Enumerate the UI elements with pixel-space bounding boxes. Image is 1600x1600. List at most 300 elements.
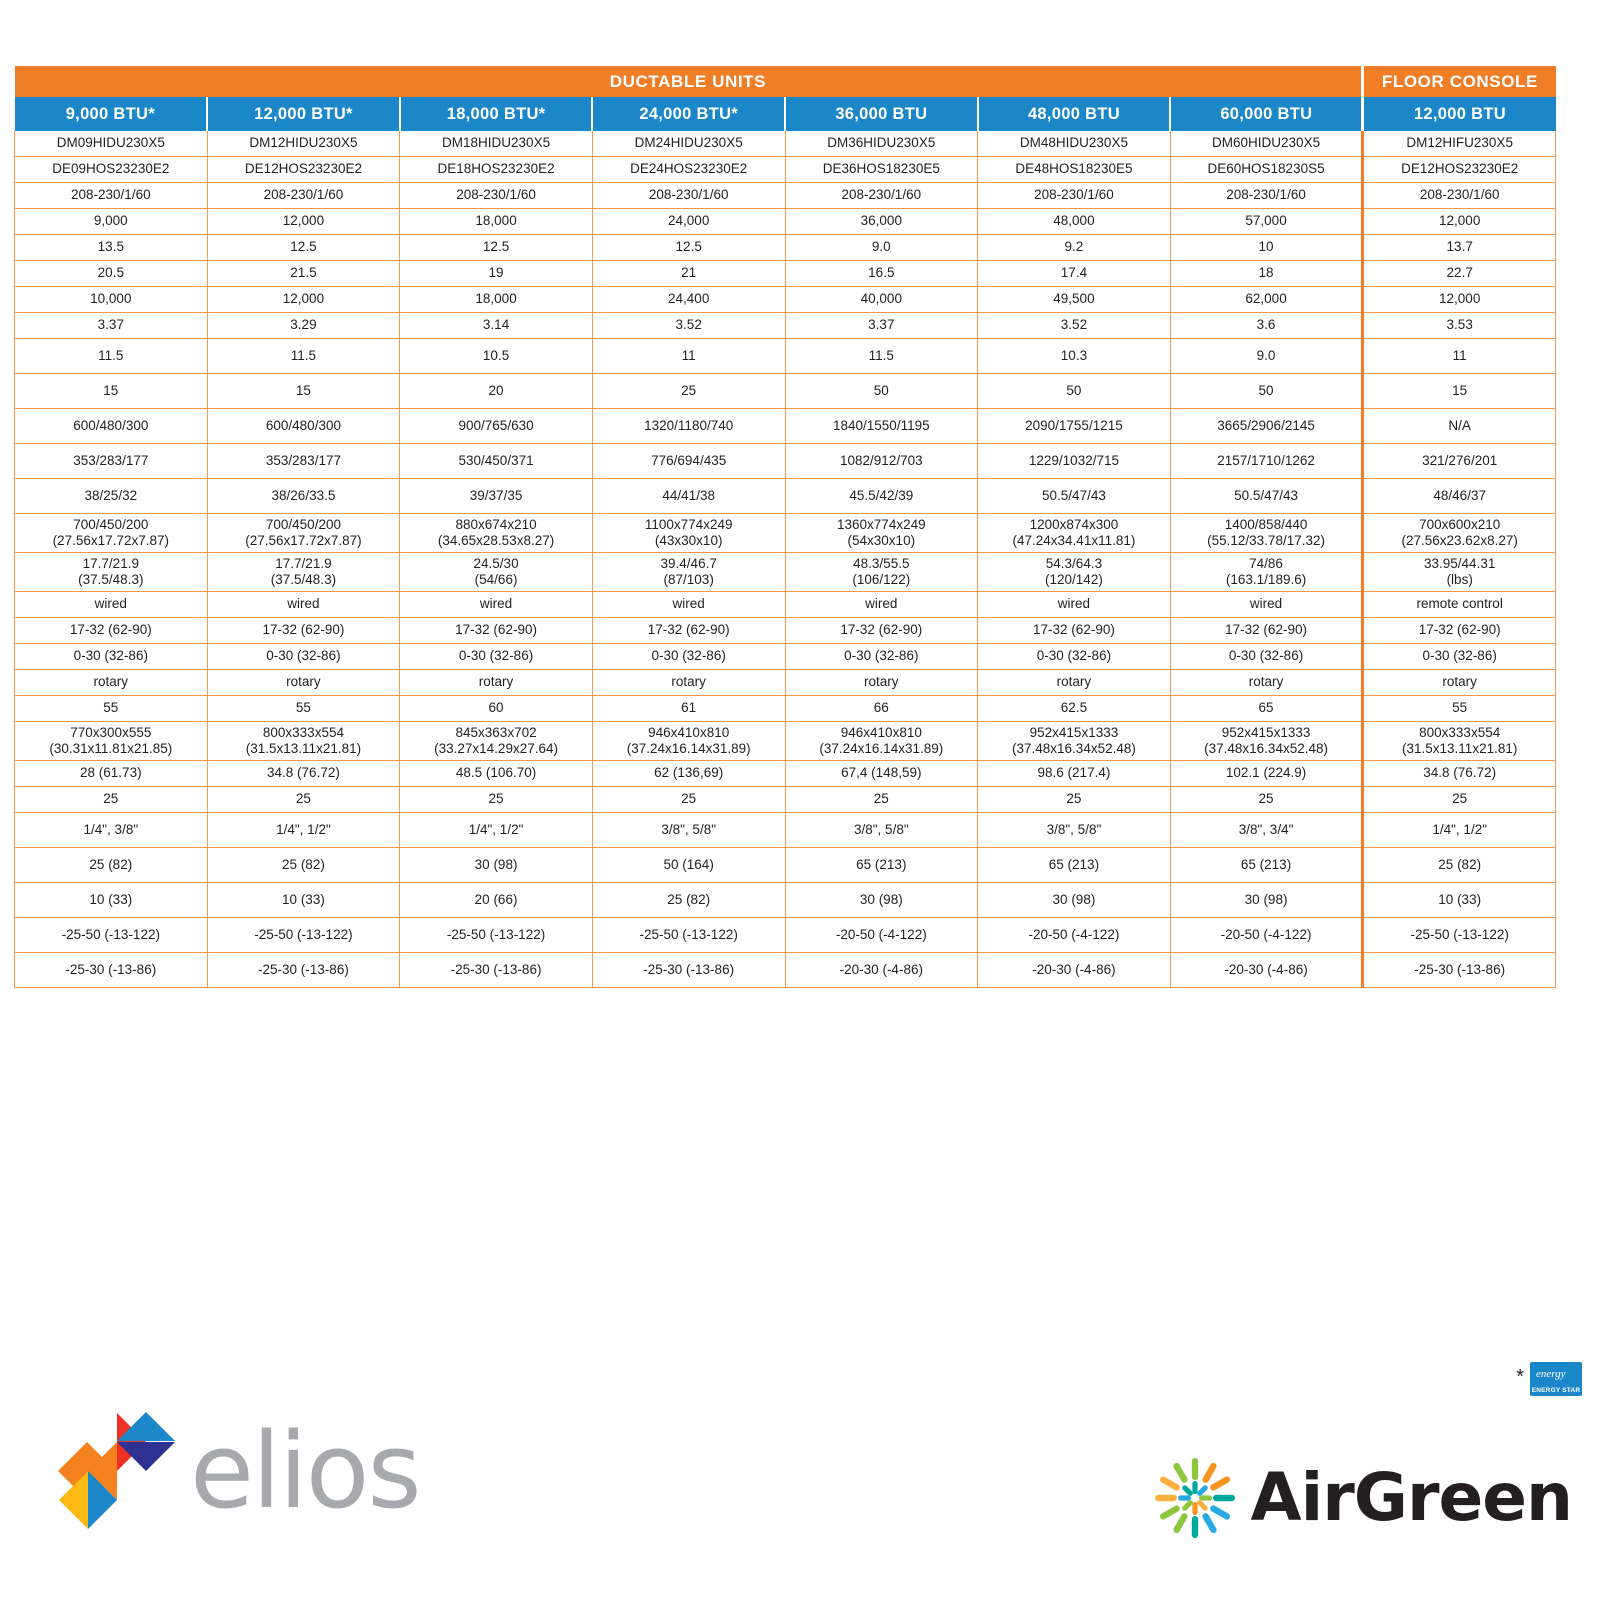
table-row [15, 157, 1556, 183]
cell-line: 845x363x702 [455, 724, 537, 740]
table-cell [592, 479, 785, 514]
cell-line: DM09HIDU230X5 [56, 135, 165, 151]
energy-star-icon [1530, 1362, 1582, 1396]
cell-line: 3.52 [675, 317, 702, 333]
cell-line: 65 [1258, 700, 1274, 716]
cell-line: 67,4 (148,59) [841, 765, 922, 781]
cell-line: 208-230/1/60 [456, 187, 536, 203]
cell-line: DE24HOS23230E2 [630, 161, 748, 177]
cell-line: DM24HIDU230X5 [634, 135, 743, 151]
table-cell [592, 287, 785, 313]
table-cell [1170, 813, 1363, 848]
table-cell [400, 235, 593, 261]
table-cell [1363, 261, 1556, 287]
table-cell [978, 409, 1171, 444]
cell-line: -20-30 (-4-86) [1224, 961, 1308, 977]
table-cell [978, 339, 1171, 374]
cell-line: (37.24x16.14x31.89) [626, 741, 751, 756]
table-cell [592, 157, 785, 183]
table-cell [592, 761, 785, 787]
cell-line: 18 [1258, 265, 1274, 281]
cell-line: 2090/1755/1215 [1025, 417, 1123, 433]
group-header-ductable: DUCTABLE UNITS [15, 66, 1363, 97]
cell-line: 12,000 [282, 213, 325, 229]
table-cell [592, 553, 785, 592]
table-cell [978, 157, 1171, 183]
energy-star-label: ENERGY STAR [1531, 1387, 1581, 1394]
airgreen-wordmark: AirGreen [1250, 1459, 1572, 1536]
cell-line: 30 (98) [474, 856, 518, 872]
cell-line: 15 [1452, 382, 1468, 398]
cell-line: 3.37 [97, 317, 124, 333]
cell-line: 3.29 [290, 317, 317, 333]
table-cell [400, 313, 593, 339]
table-cell [1170, 553, 1363, 592]
table-cell [207, 287, 400, 313]
cell-line: -25-30 (-13-86) [258, 961, 349, 977]
energy-star-footnote [1516, 1362, 1582, 1396]
table-cell [400, 761, 593, 787]
cell-line: 3.14 [482, 317, 510, 333]
table-cell [207, 918, 400, 953]
column-header-console-12000: 12,000 BTU [1363, 97, 1556, 131]
table-cell [1363, 592, 1556, 618]
cell-line: 208-230/1/60 [263, 187, 344, 203]
table-cell [785, 722, 978, 761]
table-cell [1170, 287, 1363, 313]
cell-line: 17.7/21.9 [82, 555, 139, 571]
table-cell [785, 409, 978, 444]
cell-line: 57,000 [1245, 213, 1287, 229]
cell-line: (27.56x17.72x7.87) [52, 533, 169, 548]
cell-line: 17-32 (62-90) [1225, 622, 1307, 638]
table-cell [1363, 953, 1556, 988]
elios-mark-icon [58, 1412, 176, 1530]
column-header-36000: 36,000 BTU [785, 97, 978, 131]
cell-line: (37.48x16.34x52.48) [1204, 741, 1328, 756]
table-cell [1170, 409, 1363, 444]
cell-line: DE36HOS18230E5 [822, 161, 940, 177]
table-cell [978, 618, 1171, 644]
cell-line: 33.95/44.31 [1424, 555, 1496, 571]
table-cell [15, 696, 208, 722]
cell-line: 600/480/300 [73, 417, 149, 433]
cell-line: 17.7/21.9 [275, 555, 332, 571]
cell-line: 10,000 [90, 291, 132, 307]
cell-line: (31.5x13.11x21.81) [245, 741, 362, 756]
cell-line: 800x333x554 [262, 724, 344, 740]
table-cell [400, 813, 593, 848]
table-cell [592, 235, 785, 261]
table-cell [978, 209, 1171, 235]
table-cell [785, 131, 978, 157]
cell-line: 10 [1258, 239, 1274, 255]
cell-line: 530/450/371 [458, 452, 534, 468]
table-cell [15, 848, 208, 883]
cell-line: (106/122) [852, 572, 911, 587]
cell-line: 11 [1452, 347, 1467, 363]
cell-line: 17-32 (62-90) [1418, 622, 1501, 638]
cell-line: 45.5/42/39 [849, 487, 914, 503]
table-cell [1363, 374, 1556, 409]
cell-line: (37.48x16.34x52.48) [1012, 741, 1136, 756]
table-cell [978, 670, 1171, 696]
cell-line: 11.5 [868, 347, 894, 363]
table-row [15, 514, 1556, 553]
cell-line: 0-30 (32-86) [1422, 648, 1497, 664]
table-cell [400, 953, 593, 988]
table-cell [785, 883, 978, 918]
table-row [15, 918, 1556, 953]
cell-line: 25 [488, 791, 504, 807]
table-cell [978, 514, 1171, 553]
table-cell [15, 514, 208, 553]
cell-line: 880x674x210 [455, 516, 537, 532]
cell-line: 44/41/38 [662, 487, 715, 503]
table-cell [400, 339, 593, 374]
table-cell [400, 444, 593, 479]
cell-line: 208-230/1/60 [1419, 187, 1500, 203]
table-cell [15, 183, 208, 209]
cell-line: remote control [1416, 596, 1503, 612]
table-cell [592, 644, 785, 670]
table-cell [1170, 209, 1363, 235]
cell-line: 3/8", 5/8" [661, 821, 716, 837]
cell-line: 10.3 [1060, 347, 1088, 363]
cell-line: 208-230/1/60 [841, 187, 922, 203]
cell-line: 800x333x554 [1419, 724, 1501, 740]
cell-line: 952x415x1333 [1029, 724, 1119, 740]
cell-line: 12,000 [1439, 213, 1481, 229]
cell-line: -20-30 (-4-86) [1032, 961, 1116, 977]
table-cell [1170, 918, 1363, 953]
cell-line: 50.5/47/43 [1234, 487, 1298, 503]
table-cell [1363, 618, 1556, 644]
cell-line: DE09HOS23230E2 [52, 161, 170, 177]
cell-line: 22.7 [1446, 265, 1473, 281]
specifications-table [14, 66, 1556, 988]
cell-line: wired [1249, 596, 1283, 612]
table-cell [978, 813, 1171, 848]
table-cell [592, 618, 785, 644]
cell-line: (47.24x34.41x11.81) [1012, 533, 1136, 548]
cell-line: 17-32 (62-90) [647, 622, 730, 638]
cell-line: 25 (82) [667, 891, 711, 907]
table-cell [207, 670, 400, 696]
cell-line: 12,000 [1439, 291, 1481, 307]
cell-line: rotary [93, 674, 129, 690]
table-cell [785, 618, 978, 644]
cell-line: 1229/1032/715 [1028, 452, 1119, 468]
table-cell [1363, 313, 1556, 339]
table-cell [1170, 374, 1363, 409]
cell-line: DM18HIDU230X5 [442, 135, 551, 151]
table-row [15, 479, 1556, 514]
table-cell [785, 848, 978, 883]
table-cell [207, 183, 400, 209]
table-cell [400, 409, 593, 444]
cell-line: 61 [681, 700, 697, 716]
cell-line: 25 [873, 791, 889, 807]
table-cell [592, 813, 785, 848]
table-cell [785, 157, 978, 183]
cell-line: DM36HIDU230X5 [827, 135, 936, 151]
table-cell [592, 918, 785, 953]
table-cell [400, 287, 593, 313]
cell-line: 48.5 (106.70) [455, 765, 537, 781]
table-cell [592, 514, 785, 553]
table-row [15, 722, 1556, 761]
table-cell [15, 374, 208, 409]
table-cell [1363, 883, 1556, 918]
cell-line: 3/8", 5/8" [854, 821, 909, 837]
table-cell [207, 696, 400, 722]
cell-line: 21 [681, 265, 697, 281]
table-cell [1363, 813, 1556, 848]
cell-line: 28 (61.73) [80, 765, 142, 781]
cell-line: 3.37 [868, 317, 895, 333]
cell-line: 39/37/35 [469, 487, 523, 503]
cell-line: wired [865, 596, 898, 612]
cell-line: 0-30 (32-86) [1036, 648, 1112, 664]
cell-line: 20 (66) [474, 891, 518, 907]
table-cell [1170, 313, 1363, 339]
cell-line: wired [287, 596, 320, 612]
table-cell [1363, 183, 1556, 209]
cell-line: 1840/1550/1195 [833, 417, 930, 433]
cell-line: 700x600x210 [1419, 516, 1501, 532]
table-cell [207, 157, 400, 183]
cell-line: 62.5 [1060, 700, 1088, 716]
cell-line: 12.5 [675, 239, 702, 255]
cell-line: wired [1057, 596, 1091, 612]
table-cell [1363, 131, 1556, 157]
cell-line: (43x30x10) [654, 533, 723, 548]
table-header [15, 66, 1556, 131]
table-cell [400, 592, 593, 618]
table-cell [785, 235, 978, 261]
table-cell [15, 813, 208, 848]
table-row [15, 883, 1556, 918]
cell-line: DE48HOS18230E5 [1015, 161, 1133, 177]
table-cell [400, 553, 593, 592]
table-cell [400, 848, 593, 883]
table-cell [15, 883, 208, 918]
table-cell [15, 644, 208, 670]
table-cell [785, 479, 978, 514]
table-cell [785, 444, 978, 479]
cell-line: 25 [1258, 791, 1274, 807]
table-cell [15, 235, 208, 261]
cell-line: 65 (213) [1240, 856, 1292, 872]
cell-line: 25 [681, 382, 697, 398]
cell-line: 65 (213) [856, 856, 907, 872]
table-cell [15, 131, 208, 157]
table-cell [207, 409, 400, 444]
table-row [15, 131, 1556, 157]
table-cell [1170, 761, 1363, 787]
cell-line: 30 (98) [859, 891, 903, 907]
table-cell [15, 444, 208, 479]
cell-line: 15 [295, 382, 311, 398]
energy-star-wordmark: energy [1536, 1368, 1566, 1380]
cell-line: -25-50 (-13-122) [446, 926, 546, 942]
cell-line: 1200x874x300 [1029, 516, 1119, 532]
table-cell [978, 953, 1171, 988]
table-row [15, 183, 1556, 209]
cell-line: 1360x774x249 [837, 516, 926, 532]
cell-line: (34.65x28.53x8.27) [437, 533, 555, 548]
cell-line: 0-30 (32-86) [844, 648, 919, 664]
cell-line: (lbs) [1446, 572, 1473, 587]
table-row [15, 618, 1556, 644]
table-cell [207, 313, 400, 339]
table-cell [400, 183, 593, 209]
group-header-floor-console: FLOOR CONSOLE [1363, 66, 1556, 97]
cell-line: rotary [671, 674, 706, 690]
cell-line: (30.31x11.81x21.85) [49, 741, 173, 756]
column-header-row [15, 97, 1556, 131]
table-cell [785, 374, 978, 409]
table-cell [207, 235, 400, 261]
table-cell [1363, 157, 1556, 183]
table-cell [1363, 918, 1556, 953]
cell-line: 17-32 (62-90) [840, 622, 923, 638]
cell-line: 17-32 (62-90) [1033, 622, 1115, 638]
cell-line: 10.5 [482, 347, 510, 363]
cell-line: 21.5 [290, 265, 317, 281]
table-cell [785, 953, 978, 988]
table-cell [978, 722, 1171, 761]
cell-line: -25-50 (-13-122) [1410, 926, 1509, 942]
table-cell [785, 313, 978, 339]
cell-line: 0-30 (32-86) [651, 648, 726, 664]
cell-line: 770x300x555 [70, 724, 152, 740]
table-cell [978, 787, 1171, 813]
table-row [15, 287, 1556, 313]
cell-line: 38/26/33.5 [271, 487, 336, 503]
cell-line: (27.56x23.62x8.27) [1401, 533, 1518, 548]
table-cell [978, 883, 1171, 918]
cell-line: wired [672, 596, 705, 612]
table-cell [785, 209, 978, 235]
cell-line: 0-30 (32-86) [1228, 648, 1304, 664]
cell-line: 208-230/1/60 [71, 187, 151, 203]
table-cell [978, 374, 1171, 409]
table-cell [400, 918, 593, 953]
table-cell [978, 313, 1171, 339]
table-cell [400, 374, 593, 409]
table-cell [1170, 670, 1363, 696]
cell-line: 24,000 [668, 213, 710, 229]
table-cell [15, 209, 208, 235]
cell-line: 353/283/177 [265, 452, 341, 468]
column-header-12000: 12,000 BTU* [207, 97, 400, 131]
table-cell [15, 953, 208, 988]
table-cell [1363, 787, 1556, 813]
cell-line: -25-50 (-13-122) [639, 926, 738, 942]
cell-line: 10 (33) [282, 891, 325, 907]
table-cell [1170, 696, 1363, 722]
cell-line: 700/450/200 [265, 516, 341, 532]
cell-line: 17.4 [1060, 265, 1088, 281]
cell-line: wired [479, 596, 513, 612]
table-cell [978, 761, 1171, 787]
cell-line: DM12HIDU230X5 [249, 135, 358, 151]
table-cell [592, 883, 785, 918]
cell-line: 11.5 [290, 347, 317, 363]
table-cell [207, 592, 400, 618]
table-cell [978, 131, 1171, 157]
cell-line: DE18HOS23230E2 [437, 161, 555, 177]
column-header-9000: 9,000 BTU* [15, 97, 208, 131]
table-cell [1170, 787, 1363, 813]
cell-line: 39.4/46.7 [660, 555, 717, 571]
cell-line: 25 (82) [282, 856, 325, 872]
cell-line: 50 [873, 382, 889, 398]
cell-line: 1/4", 1/2" [276, 821, 331, 837]
table-cell [1170, 479, 1363, 514]
cell-line: 74/86 [1249, 555, 1283, 571]
table-cell [400, 670, 593, 696]
table-cell [785, 553, 978, 592]
cell-line: -25-50 (-13-122) [61, 926, 160, 942]
cell-line: (163.1/189.6) [1225, 572, 1307, 587]
cell-line: 36,000 [860, 213, 902, 229]
table-cell [15, 157, 208, 183]
table-row [15, 235, 1556, 261]
table-cell [207, 553, 400, 592]
table-cell [1170, 592, 1363, 618]
table-cell [400, 157, 593, 183]
table-cell [592, 313, 785, 339]
table-cell [15, 409, 208, 444]
cell-line: 1/4", 1/2" [1432, 821, 1487, 837]
table-cell [15, 479, 208, 514]
table-cell [592, 339, 785, 374]
cell-line: rotary [1442, 674, 1477, 690]
table-cell [785, 813, 978, 848]
table-cell [1170, 514, 1363, 553]
table-cell [207, 618, 400, 644]
table-row [15, 761, 1556, 787]
table-cell [1170, 131, 1363, 157]
table-cell [978, 553, 1171, 592]
cell-line: 66 [873, 700, 889, 716]
cell-line: 25 (82) [89, 856, 133, 872]
table-cell [207, 131, 400, 157]
cell-line: DE12HOS23230E2 [244, 161, 362, 177]
cell-line: 30 (98) [1244, 891, 1288, 907]
cell-line: 98.6 (217.4) [1037, 765, 1111, 781]
table-body [15, 131, 1556, 988]
cell-line: 946x410x810 [648, 724, 730, 740]
table-cell [400, 722, 593, 761]
table-cell [1170, 953, 1363, 988]
table-cell [1170, 183, 1363, 209]
cell-line: 13.5 [97, 239, 124, 255]
cell-line: 776/694/435 [651, 452, 727, 468]
cell-line: 208-230/1/60 [648, 187, 729, 203]
cell-line: 25 [103, 791, 119, 807]
table-cell [1170, 444, 1363, 479]
cell-line: DM60HIDU230X5 [1212, 135, 1321, 151]
cell-line: 208-230/1/60 [1034, 187, 1114, 203]
cell-line: 3.53 [1446, 317, 1473, 333]
column-header-18000: 18,000 BTU* [400, 97, 593, 131]
cell-line: 30 (98) [1052, 891, 1096, 907]
table-cell [15, 553, 208, 592]
